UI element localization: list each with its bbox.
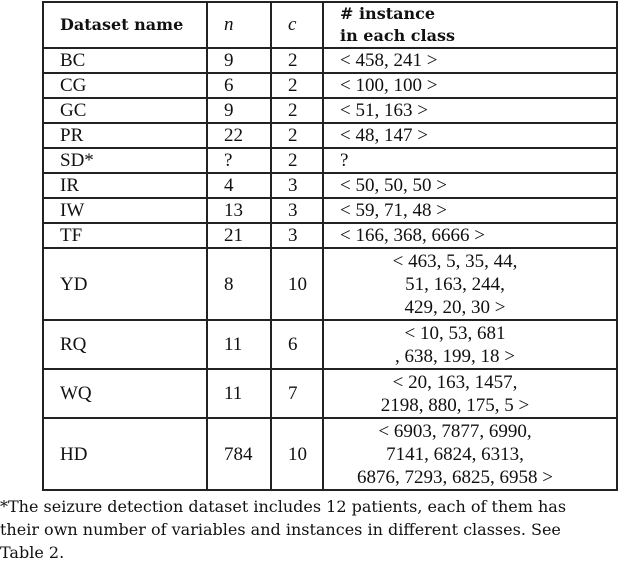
cell-c: 10 bbox=[271, 418, 323, 490]
cell-n: 11 bbox=[207, 320, 271, 369]
cell-name: YD bbox=[43, 248, 207, 320]
table-row bbox=[43, 320, 617, 369]
cell-name: CG bbox=[43, 73, 207, 98]
instances-line: < 6903, 7877, 6990, bbox=[378, 420, 532, 442]
instances-line: < 100, 100 > bbox=[340, 75, 438, 96]
cell-c: 3 bbox=[271, 198, 323, 223]
cell-name: BC bbox=[43, 48, 207, 73]
cell-instances bbox=[323, 369, 617, 418]
cell-instances bbox=[323, 148, 617, 173]
instances-line: 7141, 6824, 6313, bbox=[386, 443, 524, 465]
instances-line: < 59, 71, 48 > bbox=[340, 200, 447, 221]
instances-line: 429, 20, 30 > bbox=[404, 296, 506, 318]
cell-instances bbox=[323, 98, 617, 123]
cell-c: 2 bbox=[271, 123, 323, 148]
table-row bbox=[43, 248, 617, 320]
table-row bbox=[43, 173, 617, 198]
cell-name: IR bbox=[43, 173, 207, 198]
cell-c: 6 bbox=[271, 320, 323, 369]
cell-c: 2 bbox=[271, 98, 323, 123]
instances-line: 6876, 7293, 6825, 6958 > bbox=[357, 466, 553, 488]
cell-n: 6 bbox=[207, 73, 271, 98]
cell-n: 8 bbox=[207, 248, 271, 320]
cell-name: HD bbox=[43, 418, 207, 490]
cell-name: WQ bbox=[43, 369, 207, 418]
footnote bbox=[0, 495, 640, 564]
instances-line: 2198, 880, 175, 5 > bbox=[380, 394, 530, 416]
instances-line: < 50, 50, 50 > bbox=[340, 175, 447, 196]
table-row bbox=[43, 148, 617, 173]
table-row bbox=[43, 123, 617, 148]
footnote-line: their own number of variables and instances in different classes. See bbox=[0, 520, 561, 539]
cell-name: TF bbox=[43, 223, 207, 248]
cell-n: 9 bbox=[207, 48, 271, 73]
instances-line: < 20, 163, 1457, bbox=[392, 371, 518, 393]
cell-name: IW bbox=[43, 198, 207, 223]
cell-name: PR bbox=[43, 123, 207, 148]
cell-n: 13 bbox=[207, 198, 271, 223]
instances-line: < 51, 163 > bbox=[340, 100, 428, 121]
cell-n: ? bbox=[207, 148, 271, 173]
cell-n: 4 bbox=[207, 173, 271, 198]
header-c: c bbox=[271, 2, 323, 48]
instances-line: < 48, 147 > bbox=[340, 125, 428, 146]
instances-line: < 458, 241 > bbox=[340, 50, 438, 71]
cell-c: 2 bbox=[271, 148, 323, 173]
cell-instances bbox=[323, 320, 617, 369]
header-instances-line2: in each class bbox=[340, 26, 455, 45]
header-row bbox=[43, 2, 617, 48]
footnote-line: *The seizure detection dataset includes 12 patients, each of them has bbox=[0, 497, 567, 516]
cell-name: GC bbox=[43, 98, 207, 123]
table-row bbox=[43, 223, 617, 248]
cell-instances bbox=[323, 223, 617, 248]
instances-line: 51, 163, 244, bbox=[405, 273, 505, 295]
cell-n: 21 bbox=[207, 223, 271, 248]
instances-line: < 166, 368, 6666 > bbox=[340, 225, 485, 246]
table-row bbox=[43, 73, 617, 98]
cell-c: 2 bbox=[271, 48, 323, 73]
cell-instances bbox=[323, 198, 617, 223]
cell-instances bbox=[323, 73, 617, 98]
cell-n: 9 bbox=[207, 98, 271, 123]
cell-n: 784 bbox=[207, 418, 271, 490]
cell-c: 10 bbox=[271, 248, 323, 320]
instances-line: ? bbox=[340, 150, 349, 171]
instances-line: , 638, 199, 18 > bbox=[395, 345, 515, 367]
footnote-line: Table 2. bbox=[0, 543, 65, 562]
table-row bbox=[43, 48, 617, 73]
cell-instances bbox=[323, 123, 617, 148]
cell-instances bbox=[323, 173, 617, 198]
cell-c: 3 bbox=[271, 173, 323, 198]
cell-n: 22 bbox=[207, 123, 271, 148]
cell-c: 3 bbox=[271, 223, 323, 248]
table-row bbox=[43, 418, 617, 490]
cell-name: RQ bbox=[43, 320, 207, 369]
cell-name: SD* bbox=[43, 148, 207, 173]
table-row bbox=[43, 98, 617, 123]
header-dataset-name: Dataset name bbox=[43, 2, 207, 48]
header-n: n bbox=[207, 2, 271, 48]
datasets-table bbox=[42, 1, 618, 491]
table-row bbox=[43, 198, 617, 223]
instances-line: < 10, 53, 681 bbox=[404, 322, 506, 344]
cell-c: 2 bbox=[271, 73, 323, 98]
cell-n: 11 bbox=[207, 369, 271, 418]
header-instances bbox=[323, 2, 617, 48]
cell-instances bbox=[323, 418, 617, 490]
cell-c: 7 bbox=[271, 369, 323, 418]
header-instances-line1: # instance bbox=[340, 4, 436, 23]
instances-line: < 463, 5, 35, 44, bbox=[392, 250, 518, 272]
cell-instances bbox=[323, 48, 617, 73]
table-row bbox=[43, 369, 617, 418]
cell-instances bbox=[323, 248, 617, 320]
